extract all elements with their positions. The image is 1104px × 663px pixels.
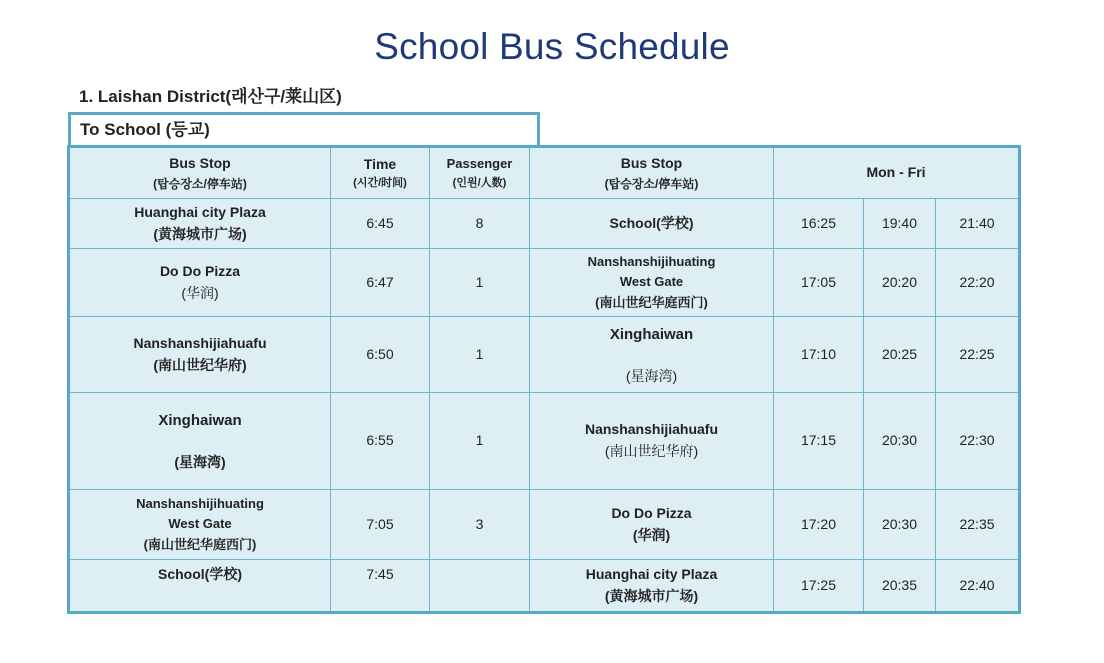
stop-cell-right [530,490,774,560]
depart-time-3: 22:25 [936,317,1020,393]
stop-cell-left [69,199,331,249]
passenger-cell: 8 [430,199,530,249]
table-row [69,317,1020,393]
passenger-cell [430,560,530,613]
time-cell: 7:05 [331,490,430,560]
depart-time-1: 17:15 [774,393,864,490]
schedule-table [67,145,1021,614]
stop-name: Nanshanshijihuating [587,254,716,270]
depart-time-2: 20:20 [864,249,936,317]
stop-name: Huanghai city Plaza [585,565,718,582]
time-cell: 6:45 [331,199,430,249]
stop-cell-left [69,317,331,393]
passenger-cell: 1 [430,393,530,490]
stop-name-line2: West Gate [619,274,684,290]
stop-name: Xinghaiwan [158,411,242,429]
direction-label: To School (등교) [68,112,540,145]
header-passenger-label: Passenger [446,156,513,172]
depart-time-2: 20:30 [864,490,936,560]
stop-name-sub: (黄海城市广场) [604,587,699,604]
header-row [69,147,1020,199]
stop-name: Do Do Pizza [611,504,692,521]
time-cell: 6:50 [331,317,430,393]
table-row [69,199,1020,249]
depart-time-2: 19:40 [864,199,936,249]
stop-name: Nanshanshijiahuafu [133,334,267,351]
stop-name-sub: (星海湾) [625,368,678,385]
depart-time-3: 22:35 [936,490,1020,560]
depart-time-2: 20:30 [864,393,936,490]
header-bus-stop-right-label: Bus Stop [620,154,683,171]
table-row [69,490,1020,560]
stop-cell-left [69,249,331,317]
header-bus-stop-right-sub: (탑승장소/停车站) [604,176,699,191]
stop-name: Nanshanshijiahuafu [584,421,719,438]
stop-name: Xinghaiwan [609,326,694,343]
depart-time-1: 16:25 [774,199,864,249]
stop-cell-right [530,317,774,393]
stop-cell-right [530,393,774,490]
stop-name: Do Do Pizza [159,262,241,279]
table-row [69,393,1020,490]
depart-time-1: 17:20 [774,490,864,560]
header-time [331,147,430,199]
stop-cell-left: School(学校) [69,560,331,613]
stop-cell-right: School(学校) [530,199,774,249]
stop-cell-right [530,560,774,613]
stop-name: Huanghai city Plaza [134,203,266,220]
stop-cell-left [69,490,331,560]
stop-name-sub: (南山世纪华府) [604,443,699,459]
header-time-sub: (시간/时间) [353,177,407,190]
stop-name-sub: (黄海城市广场) [153,225,247,242]
depart-time-2: 20:35 [864,560,936,613]
header-bus-stop-left-label: Bus Stop [169,154,231,171]
header-passenger-sub: (인원/人数) [452,176,507,189]
header-bus-stop-right [530,147,774,199]
stop-cell-left [69,393,331,490]
section-heading: 1. Laishan District(래산구/莱山区) [79,87,342,106]
depart-time-3: 22:20 [936,249,1020,317]
stop-name-sub: (华润) [632,526,671,543]
stop-name-sub: (华润) [181,284,219,301]
stop-name-sub: (南山世纪华府) [153,356,247,373]
table-row [69,249,1020,317]
depart-time-1: 17:10 [774,317,864,393]
time-cell: 7:45 [331,560,430,613]
header-days: Mon - Fri [774,147,1020,199]
page-title: School Bus Schedule [374,26,730,67]
passenger-cell: 1 [430,317,530,393]
stop-name-sub: (南山世纪华庭西门) [595,294,708,310]
table-row [69,560,1020,613]
stop-name: Nanshanshijihuating [136,496,264,512]
depart-time-3: 21:40 [936,199,1020,249]
depart-time-3: 22:30 [936,393,1020,490]
depart-time-1: 17:05 [774,249,864,317]
stop-cell-right [530,249,774,317]
depart-time-2: 20:25 [864,317,936,393]
header-time-label: Time [363,155,397,172]
depart-time-1: 17:25 [774,560,864,613]
passenger-cell: 3 [430,490,530,560]
passenger-cell: 1 [430,249,530,317]
time-cell: 6:47 [331,249,430,317]
header-passenger [430,147,530,199]
stop-name-sub: (星海湾) [174,453,226,470]
stop-name-line2: West Gate [168,516,232,532]
depart-time-3: 22:40 [936,560,1020,613]
header-bus-stop-left-sub: (탑승장소/停车站) [153,176,247,191]
header-bus-stop-left [69,147,331,199]
stop-name-sub: (南山世纪华庭西门) [143,536,257,552]
time-cell: 6:55 [331,393,430,490]
